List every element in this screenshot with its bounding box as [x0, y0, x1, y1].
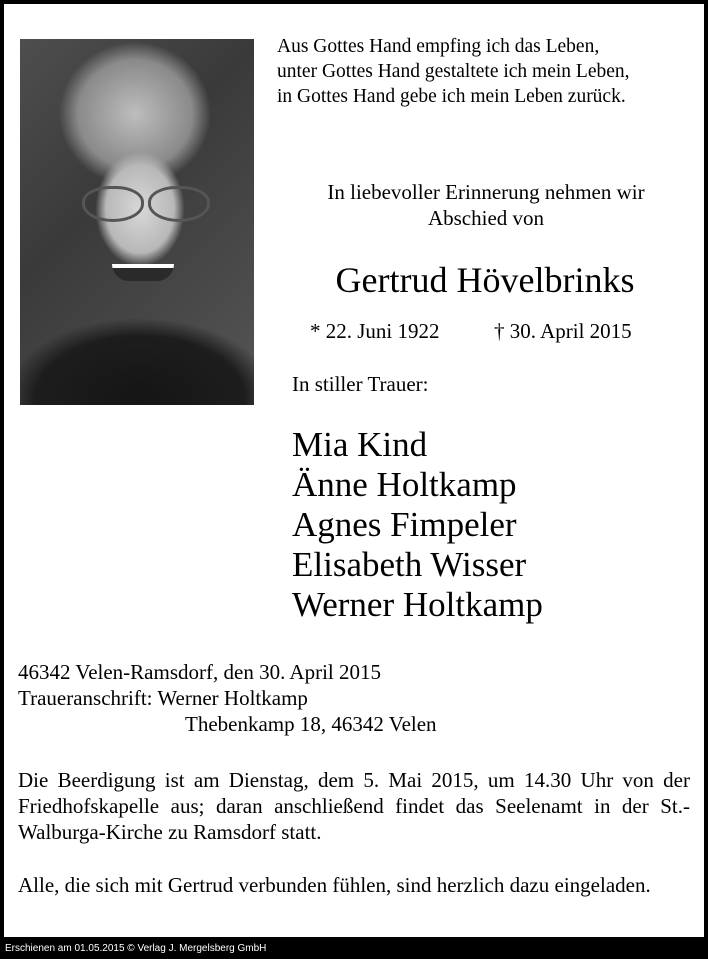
birth-date: * 22. Juni 1922 [310, 319, 440, 343]
mourner-name: Agnes Fimpeler [292, 505, 517, 544]
street-line: Thebenkamp 18, 46342 Velen [185, 712, 437, 736]
deceased-name: Gertrud Hövelbrinks [335, 260, 635, 300]
life-dates [310, 318, 670, 344]
glasses-left-lens [82, 186, 144, 222]
verse-line: unter Gottes Hand gestaltete ich mein Leben, [277, 61, 630, 82]
smile [112, 264, 174, 281]
invitation-text: Alle, die sich mit Gertrud verbunden fühlen, sind herzlich dazu eingeladen. [18, 873, 651, 897]
bible-verse [277, 34, 697, 109]
farewell-line: In liebevoller Erinnerung nehmen wir [327, 180, 645, 204]
mourner-name: Werner Holtkamp [292, 585, 543, 624]
place-date: 46342 Velen-Ramsdorf, den 30. April 2015 [18, 660, 381, 684]
mourning-address [18, 659, 698, 737]
farewell-text [286, 179, 686, 231]
obituary-card [4, 4, 704, 937]
mourner-name: Änne Holtkamp [292, 465, 517, 504]
mourner-name: Mia Kind [292, 425, 428, 464]
mourners-list [292, 425, 543, 625]
death-date: † 30. April 2015 [494, 319, 632, 343]
funeral-notice: Die Beerdigung ist am Dienstag, dem 5. Mai 2015, um 14.30 Uhr von der Friedhofskapelle aus; daran anschließend findet das Seelenamt in der St.-Walburga-Kirche zu Ramsdorf statt. [18, 768, 690, 844]
mourning-intro: In stiller Trauer: [292, 372, 429, 396]
verse-line: in Gottes Hand gebe ich mein Leben zurück. [277, 86, 626, 107]
farewell-line: Abschied von [427, 206, 545, 230]
mourner-name: Elisabeth Wisser [292, 545, 527, 584]
contact-line: Traueranschrift: Werner Holtkamp [18, 686, 308, 710]
portrait-photo [20, 39, 254, 405]
publication-footer: Erschienen am 01.05.2015 © Verlag J. Mergelsberg GmbH [5, 943, 267, 954]
glasses-right-lens [148, 186, 210, 222]
verse-line: Aus Gottes Hand empfing ich das Leben, [277, 36, 600, 57]
